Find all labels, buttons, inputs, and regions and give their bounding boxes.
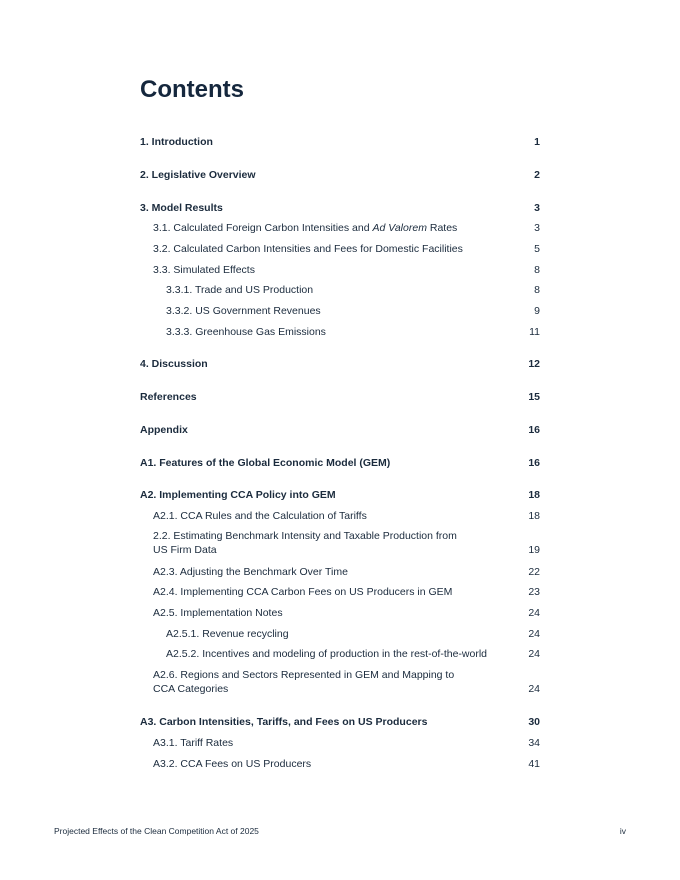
toc-entry-page: 12 bbox=[528, 358, 540, 370]
toc-entry-title: 2. Legislative Overview bbox=[140, 169, 256, 181]
toc-entry-title: 3.1. Calculated Foreign Carbon Intensities and Ad Valorem Rates bbox=[153, 222, 458, 234]
toc-entry-title: 3.3.1. Trade and US Production bbox=[166, 284, 314, 296]
toc-entry-references[interactable] bbox=[140, 390, 540, 404]
toc-entry-title: A3.1. Tariff Rates bbox=[153, 737, 234, 749]
toc-entry-title: A3.2. CCA Fees on US Producers bbox=[153, 758, 312, 770]
toc-entry-page: 30 bbox=[528, 716, 540, 728]
toc-entry-page: 15 bbox=[528, 391, 540, 403]
toc-entry-a3-1-tariff-rates[interactable] bbox=[153, 736, 540, 750]
toc-entry-simulated-effects[interactable] bbox=[153, 263, 540, 277]
toc-entry-title: A2.3. Adjusting the Benchmark Over Time bbox=[153, 566, 348, 578]
toc-entry-title: A3. Carbon Intensities, Tariffs, and Fees on US Producers bbox=[140, 716, 428, 728]
toc-entry-a2-4-carbon-fees[interactable] bbox=[153, 585, 540, 599]
toc-entry-title: 3.2. Calculated Carbon Intensities and Fees for Domestic Facilities bbox=[153, 243, 463, 255]
toc-entry-page: 34 bbox=[528, 737, 540, 749]
toc-entry-appendix[interactable] bbox=[140, 423, 540, 437]
toc-entry-benchmark-intensity[interactable] bbox=[153, 529, 540, 557]
toc-entry-page: 41 bbox=[528, 758, 540, 770]
toc-entry-page: 19 bbox=[528, 544, 540, 556]
toc-entry-a2-3-adjusting-benchmark[interactable] bbox=[153, 565, 540, 579]
toc-entry-page: 9 bbox=[534, 305, 540, 317]
toc-entry-page: 3 bbox=[534, 202, 540, 214]
toc-entry-page: 16 bbox=[528, 457, 540, 469]
toc-entry-page: 2 bbox=[534, 169, 540, 181]
page-title: Contents bbox=[140, 76, 244, 103]
toc-entry-discussion[interactable] bbox=[140, 357, 540, 371]
toc-entry-introduction[interactable] bbox=[140, 135, 540, 149]
toc-entry-title: 3. Model Results bbox=[140, 202, 223, 214]
toc-entry-a2-cca-policy[interactable] bbox=[140, 488, 540, 502]
toc-entry-legislative-overview[interactable] bbox=[140, 168, 540, 182]
toc-entry-page: 8 bbox=[534, 264, 540, 276]
toc-entry-page: 3 bbox=[534, 222, 540, 234]
toc-entry-page: 22 bbox=[528, 566, 540, 578]
toc-entry-greenhouse-gas[interactable] bbox=[166, 325, 540, 339]
toc-entry-government-revenues[interactable] bbox=[166, 304, 540, 318]
toc-entry-a3-carbon-intensities[interactable] bbox=[140, 715, 540, 729]
toc-entry-page: 11 bbox=[529, 326, 540, 338]
toc-entry-title: A2.6. Regions and Sectors Represented in GEM and Mapping to CCA Categories bbox=[153, 669, 455, 695]
toc-entry-page: 18 bbox=[528, 510, 540, 522]
toc-entry-title: A1. Features of the Global Economic Model (GEM) bbox=[140, 457, 391, 469]
toc-entry-page: 1 bbox=[534, 136, 540, 148]
toc-entry-domestic-facilities[interactable] bbox=[153, 242, 540, 256]
toc-entry-title: 2.2. Estimating Benchmark Intensity and Taxable Production from US Firm Data bbox=[153, 530, 457, 556]
toc-entry-page: 24 bbox=[528, 683, 540, 695]
toc-entry-a3-2-cca-fees[interactable] bbox=[153, 757, 540, 771]
toc-entry-title: A2.5. Implementation Notes bbox=[153, 607, 283, 619]
toc-entry-a2-5-1-revenue-recycling[interactable] bbox=[166, 627, 540, 641]
toc-entry-page: 24 bbox=[528, 607, 540, 619]
toc-entry-model-results[interactable] bbox=[140, 201, 540, 215]
toc-entry-title: A2.5.1. Revenue recycling bbox=[166, 628, 289, 640]
toc-entry-title: A2. Implementing CCA Policy into GEM bbox=[140, 489, 336, 501]
toc-entry-page: 23 bbox=[528, 586, 540, 598]
toc-entry-title: 3.3. Simulated Effects bbox=[153, 264, 255, 276]
toc-entry-title: Appendix bbox=[140, 424, 188, 436]
toc-entry-trade-us-production[interactable] bbox=[166, 283, 540, 297]
toc-entry-page: 16 bbox=[528, 424, 540, 436]
toc-entry-a2-5-implementation-notes[interactable] bbox=[153, 606, 540, 620]
toc-entry-title: 1. Introduction bbox=[140, 136, 213, 148]
toc-entry-title: A2.1. CCA Rules and the Calculation of Tariffs bbox=[153, 510, 367, 522]
toc-entry-title: 3.3.3. Greenhouse Gas Emissions bbox=[166, 326, 326, 338]
toc-entry-page: 8 bbox=[534, 284, 540, 296]
toc-entry-title: 4. Discussion bbox=[140, 358, 208, 370]
toc-entry-title: References bbox=[140, 391, 197, 403]
footer-page-number: iv bbox=[619, 826, 626, 836]
toc-entry-foreign-carbon-intensities[interactable] bbox=[153, 221, 540, 235]
toc-entry-a2-6-regions-sectors[interactable] bbox=[153, 668, 540, 696]
toc-entry-page: 24 bbox=[528, 628, 540, 640]
toc-entry-a2-1-cca-rules[interactable] bbox=[153, 509, 540, 523]
toc-entry-a2-5-2-incentives[interactable] bbox=[166, 647, 540, 661]
footer-document-title: Projected Effects of the Clean Competition Act of 2025 bbox=[54, 826, 259, 836]
toc-entry-title: 3.3.2. US Government Revenues bbox=[166, 305, 321, 317]
toc-entry-page: 18 bbox=[528, 489, 540, 501]
toc-entry-page: 24 bbox=[528, 648, 540, 660]
toc-entry-title: A2.4. Implementing CCA Carbon Fees on US Producers in GEM bbox=[153, 586, 453, 598]
toc-entry-page: 5 bbox=[534, 243, 540, 255]
toc-entry-title: A2.5.2. Incentives and modeling of production in the rest-of-the-world bbox=[166, 648, 488, 660]
toc-entry-a1-gem-features[interactable] bbox=[140, 456, 540, 470]
